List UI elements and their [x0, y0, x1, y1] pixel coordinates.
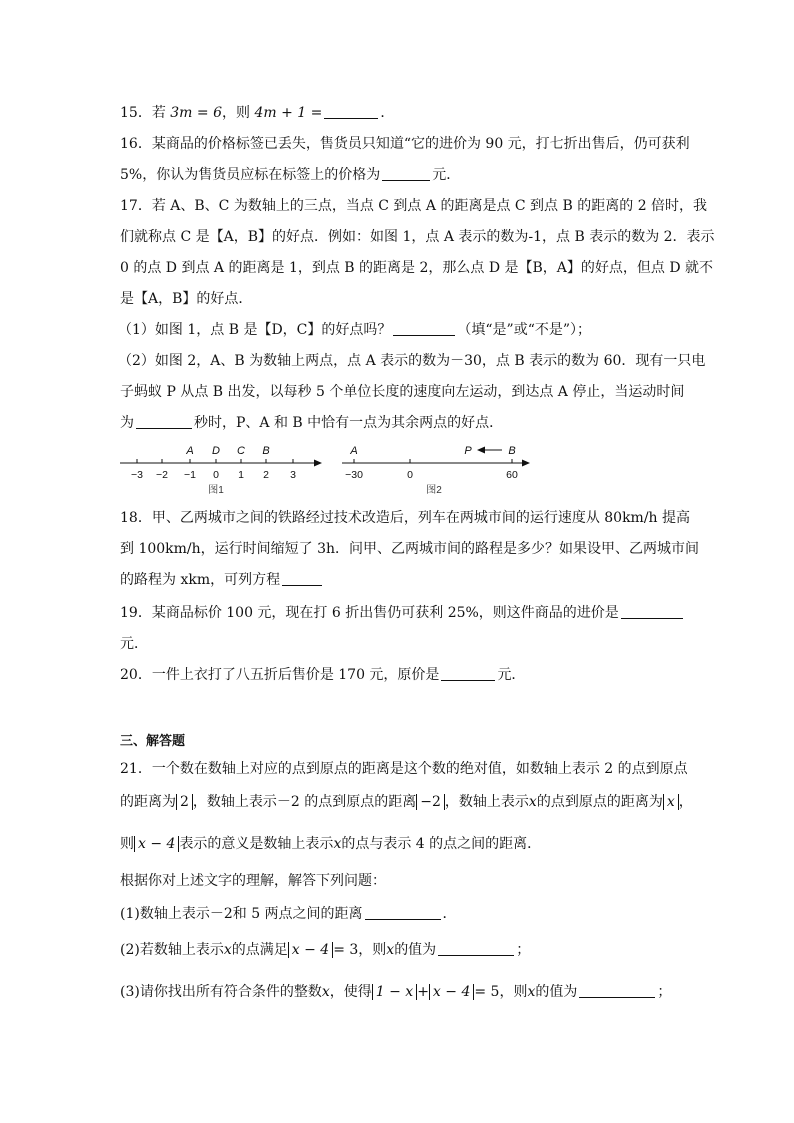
q15-answer-blank[interactable]	[324, 104, 378, 119]
question-20	[120, 666, 525, 684]
q21-text: ，数轴上表示	[444, 794, 529, 810]
q21-s3-text: 的值为	[535, 984, 578, 1000]
fig2-tick-label: 0	[407, 469, 413, 481]
question-17-part-2-line-1: （2）如图 2，A、B 为数轴上两点，点 A 表示的数为－30，点 B 表示的数为 60．现有一只电	[118, 353, 706, 369]
variable-x: x	[333, 836, 342, 852]
fig1-tick-label: −1	[184, 469, 196, 481]
q19-answer-blank[interactable]	[621, 604, 683, 619]
q21-s3-answer-blank[interactable]	[579, 983, 655, 998]
abs-value-x-minus-4: x − 4	[134, 836, 179, 852]
q21-text: 表示的意义是数轴上表示	[179, 836, 334, 852]
q21-text: 的距离为	[120, 794, 176, 810]
fig1-caption: 图1	[208, 485, 224, 496]
abs-value-neg2: −2	[416, 794, 445, 810]
abs-value-x-minus-4: x − 4	[429, 984, 474, 1000]
question-18-line-3	[120, 571, 324, 589]
question-17-part-1	[118, 321, 591, 339]
q21-s2-text: = 3，则	[333, 942, 387, 958]
q21-s3-text: ，使得	[329, 984, 372, 1000]
question-17-line-2: 们就称点 C 是【A，B】的好点．例如：如图 1，点 A 表示的数为-1，点 B 表示的数为 2．表示	[120, 229, 715, 245]
q17-p1-answer-blank[interactable]	[393, 321, 455, 336]
q20-text: 元．	[497, 667, 526, 683]
q21-s1-answer-blank[interactable]	[365, 905, 441, 920]
q17-p1-text: （1）如图 1，点 B 是【D，C】的好点吗？	[118, 322, 392, 338]
q16-answer-blank[interactable]	[382, 166, 430, 181]
plus-sign: +	[417, 984, 429, 1000]
q21-s2-text: 的值为	[394, 942, 437, 958]
q21-s3-text: (3)请你找出所有符合条件的整数	[120, 984, 322, 1000]
fig1-tick-label: 2	[263, 469, 269, 481]
q15-formula-2: 4m + 1 =	[254, 105, 323, 121]
variable-x: x	[386, 942, 395, 958]
q21-s1-text: ．	[442, 906, 457, 922]
q16-text: 元．	[432, 167, 461, 183]
fig2-axis-arrow	[522, 460, 530, 467]
fig2-point-label-p: P	[464, 445, 472, 457]
q21-s2-text: 的点满足	[231, 942, 288, 958]
figure-2-number-line	[340, 440, 536, 498]
q20-text: 20．一件上衣打了八五折后售价是 170 元，原价是	[120, 667, 440, 683]
fig1-tick-label: −2	[156, 469, 168, 481]
abs-value-x-minus-4: x − 4	[288, 942, 333, 958]
q15-text: ，则	[222, 105, 255, 121]
question-15	[120, 104, 394, 122]
q15-text: ．	[380, 105, 395, 121]
fig1-point-label-c: C	[237, 445, 245, 457]
fig2-caption: 图2	[426, 485, 442, 496]
figure-1-number-line	[118, 440, 330, 498]
q17-p2-text: 秒时，P、A 和 B 中恰有一点为其余两点的好点．	[194, 415, 504, 431]
question-19-line-2: 元．	[120, 636, 148, 652]
q21-s3-text: = 5，则	[474, 984, 528, 1000]
section-3-title: 三、解答题	[120, 734, 186, 749]
variable-x: x	[528, 794, 537, 810]
fig2-tick-label: −30	[345, 469, 363, 481]
question-17-line-3: 0 的点 D 到点 A 的距离是 1，到点 B 的距离是 2，那么点 D 是【B，A】的好点，但点 D 就不	[120, 260, 714, 276]
q17-p2-answer-blank[interactable]	[136, 414, 192, 429]
q21-text: 的点到原点的距离为	[536, 794, 663, 810]
variable-x: x	[527, 984, 536, 1000]
question-19-line-1	[120, 604, 685, 622]
q21-text: ，	[678, 794, 693, 810]
fig1-tick-label: 3	[290, 469, 296, 481]
q21-text: ，数轴上表示－2 的点到原点的距离	[192, 794, 417, 810]
q21-text: 则	[120, 836, 134, 852]
q18-text: 的路程为 xkm，可列方程	[120, 572, 281, 588]
fig1-tick-label: 0	[213, 469, 219, 481]
question-21-sub-2	[120, 941, 530, 959]
fig2-point-label-a: A	[350, 445, 358, 457]
question-21-sub-1	[120, 905, 457, 923]
q21-s3-text: ；	[657, 984, 672, 1000]
q21-s2-answer-blank[interactable]	[438, 941, 514, 956]
q17-p2-text: 为	[120, 415, 134, 431]
question-21-line-3	[120, 835, 541, 853]
q21-s2-text: (2)若数轴上表示	[120, 942, 224, 958]
q16-text: 5%，你认为售货员应标在标签上的价格为	[120, 167, 381, 183]
variable-x: x	[321, 984, 330, 1000]
question-17-line-1: 17．若 A、B、C 为数轴上的三点，当点 C 到点 A 的距离是点 C 到点 B 的距离的 2 倍时，我	[120, 198, 708, 214]
question-21-line-1: 21．一个数在数轴上对应的点到原点的距离是这个数的绝对值，如数轴上表示 2 的点到原点	[120, 761, 688, 777]
variable-x: x	[223, 942, 232, 958]
question-17-part-2-line-3	[120, 414, 503, 432]
q21-text: 的点与表示 4 的点之间的距离．	[341, 836, 542, 852]
fig1-point-label-b: B	[262, 445, 270, 457]
fig1-point-label-a: A	[186, 445, 194, 457]
q17-p1-text: （填“是”或“不是”）；	[457, 322, 592, 338]
question-21-line-4: 根据你对上述文字的理解，解答下列问题：	[120, 873, 386, 889]
q15-formula-1: 3m = 6	[170, 105, 222, 121]
question-21-line-2	[120, 793, 693, 811]
abs-value-1-minus-x: 1 − x	[372, 984, 417, 1000]
fig2-point-label-b: B	[508, 445, 516, 457]
question-17-part-2-line-2: 子蚂蚁 P 从点 B 出发，以每秒 5 个单位长度的速度向左运动，到达点 A 停止，当运动时间	[120, 384, 685, 400]
fig1-axis-arrow	[314, 460, 322, 467]
fig2-motion-arrowhead	[477, 447, 485, 454]
abs-value-x: x	[663, 794, 679, 810]
question-16-line-1: 16．某商品的价格标签已丢失，售货员只知道“它的进价为 90 元，打七折出售后，仍可获利	[120, 136, 690, 152]
q15-text: 15．若	[120, 105, 171, 121]
q19-text: 19．某商品标价 100 元，现在打 6 折出售仍可获利 25%，则这件商品的进价是	[120, 605, 619, 621]
q21-s2-text: ；	[516, 942, 531, 958]
fig2-tick-label: 60	[506, 469, 518, 481]
question-18-line-1: 18．甲、乙两城市之间的铁路经过技术改造后，列车在两城市间的运行速度从 80km/h 提高	[120, 510, 691, 526]
question-21-sub-3	[120, 983, 671, 1001]
question-17-line-4: 是【A，B】的好点．	[120, 291, 253, 307]
q21-s1-text: (1)数轴上表示－2和 5 两点之间的距离	[120, 906, 363, 922]
fig1-tick-label: 1	[238, 469, 244, 481]
question-18-line-2: 到 100km/h，运行时间缩短了 3h．问甲、乙两城市间的路程是多少？如果设甲、乙两城市间	[120, 541, 700, 557]
abs-value-2: 2	[176, 794, 193, 810]
q20-answer-blank[interactable]	[441, 666, 495, 681]
fig1-point-label-d: D	[212, 445, 220, 457]
fig1-tick-label: −3	[131, 469, 143, 481]
question-16-line-2	[120, 166, 460, 184]
q18-answer-blank[interactable]	[282, 571, 322, 586]
